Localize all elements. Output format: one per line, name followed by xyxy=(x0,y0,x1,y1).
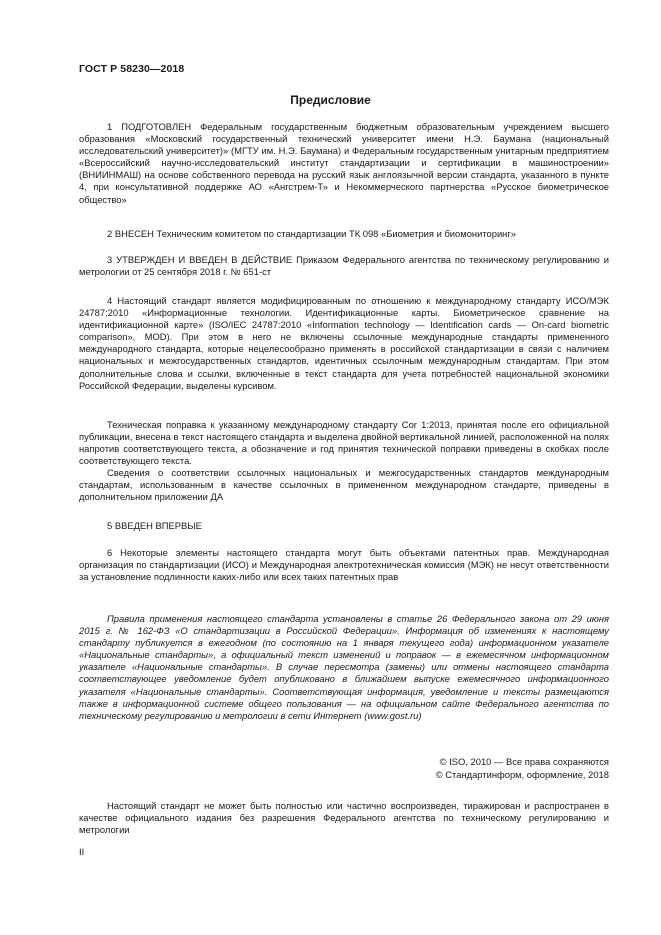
notice-text: Правила применения настоящего стандарта установлены в статье 26 Федерального закона от 29 июня 2015 г. № 162-ФЗ «О стандартизации в Российской Федерации». Информация об изменениях к настоящему стандарту публикуется в ежегодном (по состоянию на 1 января текущего года) информационном указателе «Национальные стандарты», а официальный текст изменений и поправок — в ежемесячном информационном указателе «Национальные стандарты». В случае пересмотра (замены) или отмены настоящего стандарта соответствующее уведомление будет опубликовано в ближайшем выпуске ежемесячного информационного указателя «Национальные стандарты». Соответствующая информация, уведомление и тексты размещаются также в информационной системе общего пользования — на официальном сайте Федерального агентства по техническому регулированию и метрологии в сети Интернет (www.gost.ru) xyxy=(79,613,609,721)
document-id-header: ГОСТ Р 58230—2018 xyxy=(79,63,185,75)
copyright-block xyxy=(436,756,609,781)
paragraph-approved xyxy=(79,254,609,278)
paragraph-referenced-standards xyxy=(79,467,609,503)
paragraph-text: Техническая поправка к указанному международному стандарту Cor 1:2013, принятая после его официальной публикации, внесена в текст настоящего стандарта и выделена двойной вертикальной линией, расположенной на полях напротив соответствующего текста, а обозначение и год принятия технической поправки приведены в скобках после соответствующего текста. xyxy=(79,419,609,467)
paragraph-text: 5 ВВЕДЕН ВПЕРВЫЕ xyxy=(107,520,202,531)
paragraph-text: 1 ПОДГОТОВЛЕН Федеральным государственным бюджетным образовательным учреждением высшего образования «Московский государственный технический университет имени Н.Э. Баумана (национальный исследовательский университет)» (МГТУ им. Н.Э. Баумана) и Федеральным государственным унитарным предприятием «Всероссийский научно-исследовательский институт стандартизации и сертификации в машиностроении» (ВНИИНМАШ) на основе собственного перевода на русский язык англоязычной версии стандарта, указанного в пункте 4, при консультативной поддержке АО «Ангстрем-Т» и Некоммерческого партнерства «Русское биометрическое общество» xyxy=(79,121,609,205)
copyright-standartinform: © Стандартинформ, оформление, 2018 xyxy=(435,768,609,780)
paragraph-text: 3 УТВЕРЖДЕН И ВВЕДЕН В ДЕЙСТВИЕ Приказом Федерального агентства по техническому регулированию и метрологии от 25 сентября 2018 г. № 651-ст xyxy=(79,254,609,278)
paragraph-text: Сведения о соответствии ссылочных национальных и межгосударственных стандартов международным стандартам, использованным в качестве ссылочных в примененном международном стандарте, приведены в дополнительном приложении ДА xyxy=(79,467,609,503)
paragraph-text: 4 Настоящий стандарт является модифицированным по отношению к международному стандарту ИСО/МЭК 24787:2010 «Информационные технологии. Идентификационные карты. Биометрическое сравнение на идентификационной карте» (ISO/IEC 24787:2010 «Information technology — Identification cards — On-card biometric comparison», MOD). При этом в него не включены ссылочные международные стандарты примененного международного стандарта, которые нецелесообразно применять в российской стандартизации в связи с наличием национальных и межгосударственных стандартов, идентичных ссылочным международным стандартам. При этом дополнительные слова и ссылки, включенные в текст стандарта для учета потребностей национальной экономики Российской Федерации, выделены курсивом. xyxy=(79,295,609,391)
paragraph-text: 2 ВНЕСЕН Техническим комитетом по стандартизации ТК 098 «Биометрия и биомониторинг» xyxy=(107,228,516,239)
page-number: II xyxy=(79,846,85,857)
paragraph-technical-corrigendum xyxy=(79,419,609,467)
reproduction-notice xyxy=(79,800,609,836)
page-title: Предисловие xyxy=(290,93,371,107)
paragraph-patent-rights xyxy=(79,547,609,583)
paragraph-text: 6 Некоторые элементы настоящего стандарта могут быть объектами патентных прав. Международная организация по стандартизации (ИСО) и Международная электротехническая комиссия (МЭК) не несут ответственности за установление подлинности каких-либо или всех таких патентных прав xyxy=(79,547,609,583)
paragraph-introduced-by xyxy=(79,228,609,240)
application-rules-notice xyxy=(79,613,609,722)
reproduction-notice-text: Настоящий стандарт не может быть полностью или частично воспроизведен, тиражирован и распространен в качестве официального издания без разрешения Федерального агентства по техническому регулированию и метрологии xyxy=(79,800,609,836)
paragraph-modified-standard xyxy=(79,295,609,392)
copyright-iso: © ISO, 2010 — Все права сохраняются xyxy=(439,756,609,767)
paragraph-prepared-by xyxy=(79,121,609,206)
paragraph-introduced-first xyxy=(79,520,609,532)
